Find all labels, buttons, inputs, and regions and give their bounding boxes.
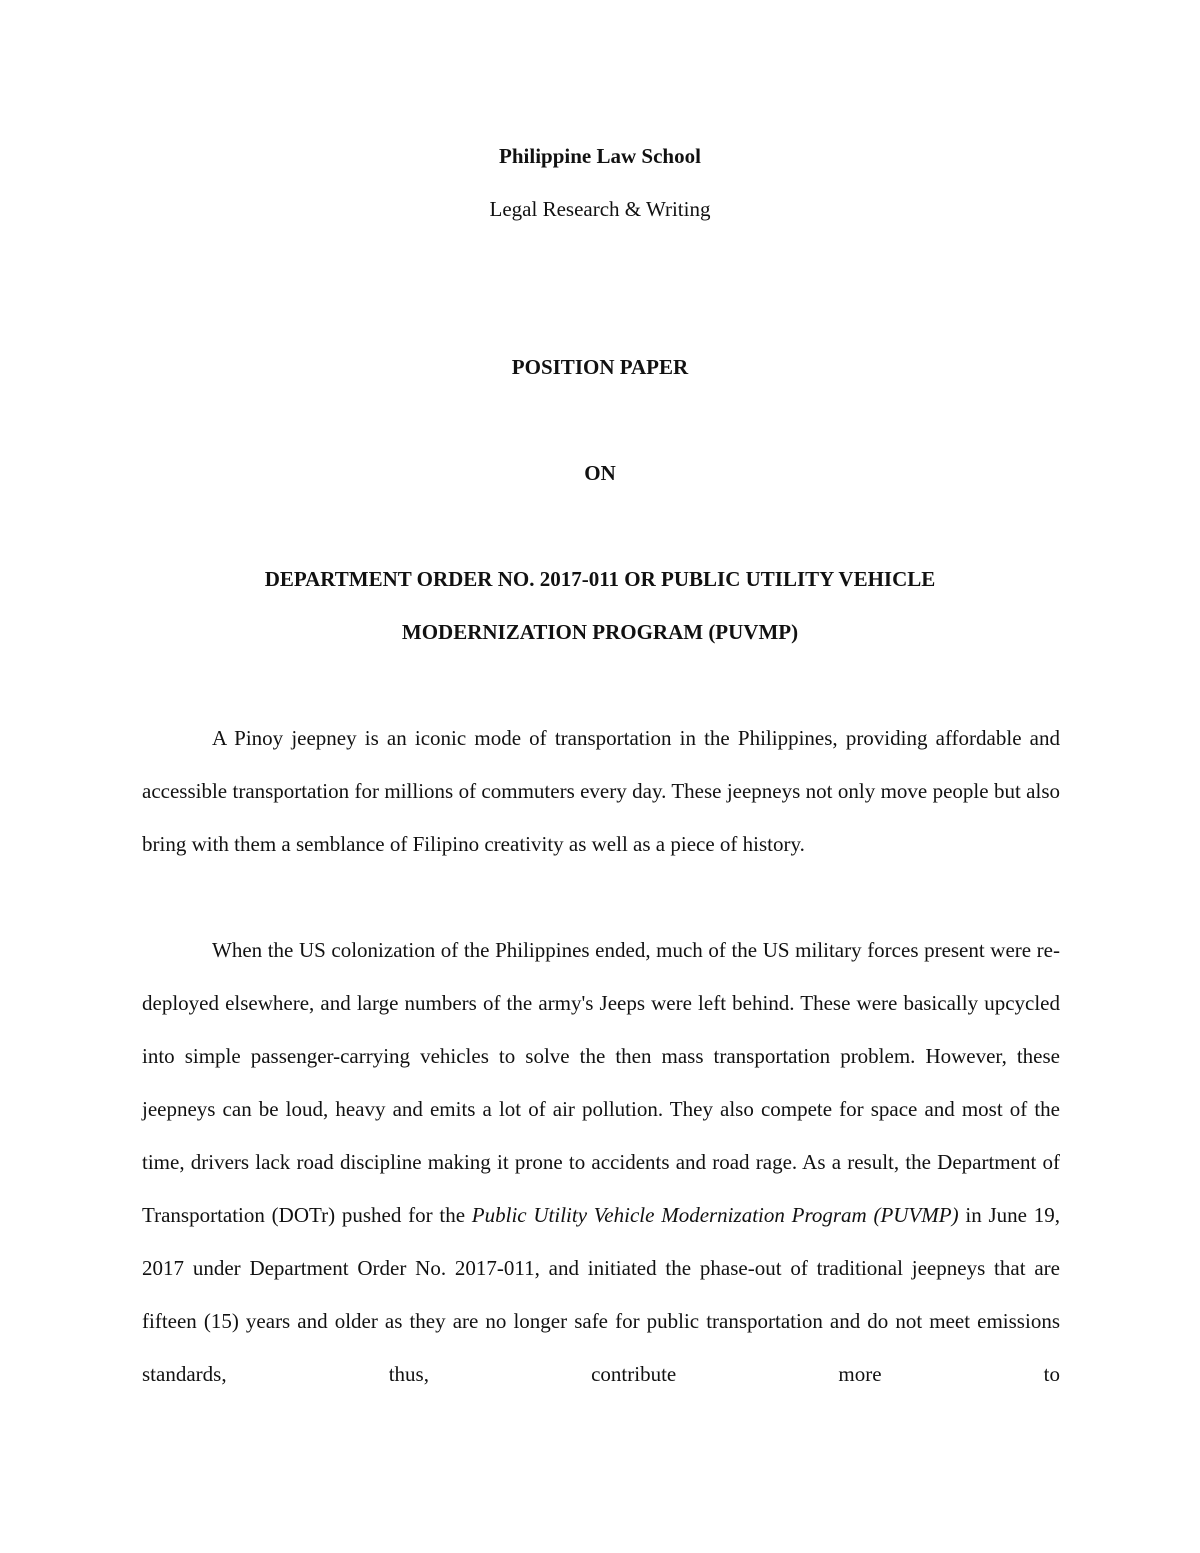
title-line-department-order: DEPARTMENT ORDER NO. 2017-011 OR PUBLIC UTILITY VEHICLE <box>264 567 936 591</box>
title-line-on: ON <box>584 461 616 485</box>
body-paragraph-1: A Pinoy jeepney is an iconic mode of transportation in the Philippines, providing affordable and accessible transportation for millions of commuters every day. These jeepneys not only move people but also bring with them a semblance of Filipino creativity as well as a piece of history. <box>142 726 1060 856</box>
body-paragraph-2 <box>142 924 1060 1401</box>
program-name-italic: Public Utility Vehicle Modernization Program (PUVMP) <box>471 1203 959 1227</box>
title-line-position-paper: POSITION PAPER <box>511 355 689 379</box>
paragraph-2-text-start: When the US colonization of the Philippines ended, much of the US military forces present were re-deployed elsewhere, and large numbers of the army's Jeeps were left behind. These were basically upcycled into simple passenger-carrying vehicles to solve the then mass transportation problem. However, these jeepneys can be loud, heavy and emits a lot of air pollution. They also compete for space and most of the time, drivers lack road discipline making it prone to accidents and road rage. As a result, the Department of Transportation (DOTr) pushed for the <box>142 938 1060 1227</box>
body-paragraph-1-block <box>142 712 1060 871</box>
course-name: Legal Research & Writing <box>489 197 711 221</box>
title-line-program: MODERNIZATION PROGRAM (PUVMP) <box>401 620 799 644</box>
paragraph-2-text-end: in June 19, 2017 under Department Order No. 2017-011, and initiated the phase-out of traditional jeepneys that are fifteen (15) years and older as they are no longer safe for public transportation and do not meet emissions standards, thus, contribute more to <box>142 1203 1060 1386</box>
school-name: Philippine Law School <box>499 144 701 168</box>
body-paragraph-2-block <box>142 924 1060 1401</box>
